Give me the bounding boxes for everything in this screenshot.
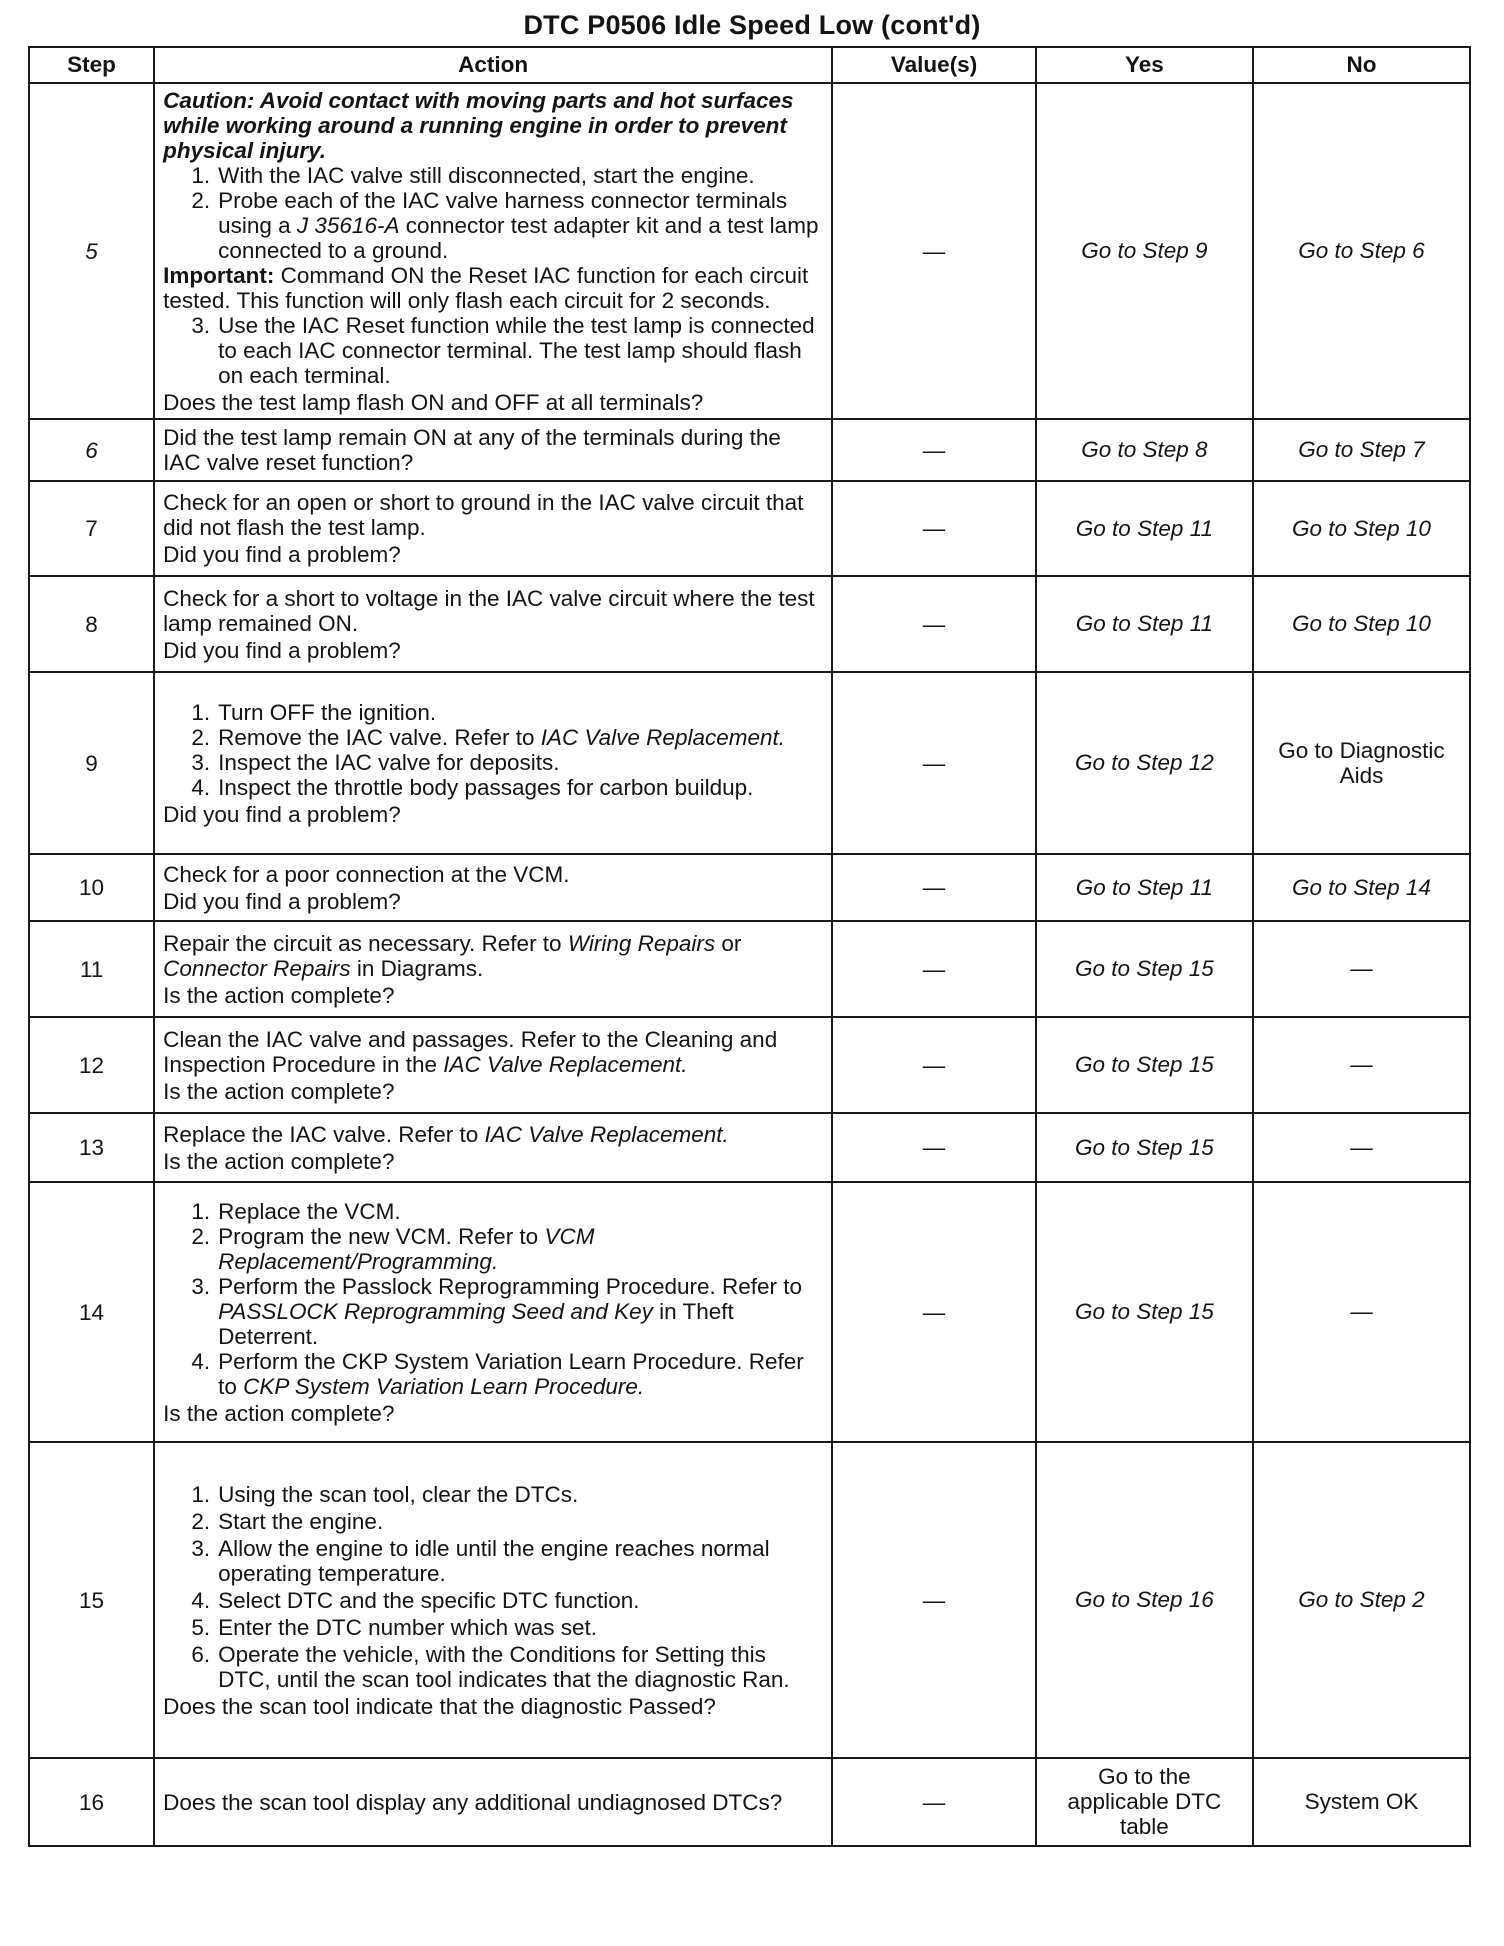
header-action: Action — [154, 47, 832, 83]
value-cell: — — [832, 83, 1036, 419]
no-cell: Go to Step 14 — [1253, 854, 1470, 921]
action-cell: Did the test lamp remain ON at any of the terminals during the IAC valve reset function? — [154, 419, 832, 481]
action-cell — [154, 672, 832, 854]
list-item: 4. Inspect the throttle body passages for carbon buildup. — [191, 774, 754, 800]
table-row — [29, 83, 1470, 419]
list-item: 4. Perform the CKP System Variation Learn Procedure. Refer to CKP System Variation Learn Procedure. — [191, 1348, 804, 1399]
procedure-list — [163, 1482, 823, 1692]
important-note: Important: Command ON the Reset IAC function for each circuit tested. This function will only flash each circuit for 2 seconds. — [163, 262, 809, 313]
list-item: 2. Remove the IAC valve. Refer to IAC Valve Replacement. — [191, 724, 785, 750]
yes-cell: Go to Step 16 — [1036, 1442, 1253, 1758]
no-cell: Go to Step 2 — [1253, 1442, 1470, 1758]
value-cell: — — [832, 672, 1036, 854]
no-cell: Go to Step 7 — [1253, 419, 1470, 481]
step-number: 7 — [29, 481, 154, 576]
action-cell: Check for a short to voltage in the IAC valve circuit where the test lamp remained ON. Did you find a problem? — [154, 576, 832, 672]
table-row — [29, 921, 1470, 1017]
yes-cell: Go to Step 12 — [1036, 672, 1253, 854]
list-item: 3. Allow the engine to idle until the engine reaches normal operating temperature. — [191, 1535, 770, 1586]
list-item: 4. Select DTC and the specific DTC function. — [191, 1587, 640, 1613]
list-item: 1. Using the scan tool, clear the DTCs. — [191, 1481, 579, 1507]
list-item: 3. Use the IAC Reset function while the test lamp is connected to each IAC connector terminal. The test lamp should flash on each terminal. — [191, 312, 815, 388]
list-item: 1. With the IAC valve still disconnected, start the engine. — [191, 162, 755, 188]
table-row — [29, 1017, 1470, 1113]
step-number: 6 — [29, 419, 154, 481]
diagnostic-table — [28, 46, 1471, 1847]
value-cell: — — [832, 481, 1036, 576]
header-step: Step — [29, 47, 154, 83]
header-no: No — [1253, 47, 1470, 83]
value-cell: — — [832, 921, 1036, 1017]
action-cell: Replace the IAC valve. Refer to IAC Valve Replacement. Is the action complete? — [154, 1113, 832, 1182]
step-number: 15 — [29, 1442, 154, 1758]
action-cell: Repair the circuit as necessary. Refer to Wiring Repairs or Connector Repairs in Diagrams. Is the action complete? — [154, 921, 832, 1017]
step-number: 5 — [29, 83, 154, 419]
yes-cell: Go to Step 15 — [1036, 1017, 1253, 1113]
question-text: Is the action complete? — [163, 1078, 395, 1104]
list-item: 2. Start the engine. — [191, 1508, 384, 1534]
step-number: 9 — [29, 672, 154, 854]
question-text: Did you find a problem? — [163, 888, 401, 914]
step-number: 13 — [29, 1113, 154, 1182]
yes-cell: Go to Step 15 — [1036, 921, 1253, 1017]
action-cell — [154, 83, 832, 419]
list-item: 3. Inspect the IAC valve for deposits. — [191, 749, 560, 775]
action-cell: Check for an open or short to ground in the IAC valve circuit that did not flash the test lamp. Did you find a problem? — [154, 481, 832, 576]
table-row — [29, 854, 1470, 921]
value-cell: — — [832, 419, 1036, 481]
question-text: Is the action complete? — [163, 982, 395, 1008]
value-cell: — — [832, 1113, 1036, 1182]
question-text: Is the action complete? — [163, 1148, 395, 1174]
table-header-row — [29, 47, 1470, 83]
step-number: 10 — [29, 854, 154, 921]
action-cell — [154, 1182, 832, 1442]
action-cell: Check for a poor connection at the VCM. Did you find a problem? — [154, 854, 832, 921]
list-item: 1. Replace the VCM. — [191, 1198, 401, 1224]
yes-cell: Go to Step 11 — [1036, 481, 1253, 576]
yes-cell: Go to Step 15 — [1036, 1113, 1253, 1182]
step-number: 16 — [29, 1758, 154, 1846]
table-row — [29, 419, 1470, 481]
step-number: 8 — [29, 576, 154, 672]
table-row — [29, 1113, 1470, 1182]
table-row — [29, 481, 1470, 576]
no-cell: Go to Step 10 — [1253, 576, 1470, 672]
yes-cell: Go to Step 8 — [1036, 419, 1253, 481]
value-cell: — — [832, 1017, 1036, 1113]
value-cell: — — [832, 1442, 1036, 1758]
value-cell: — — [832, 1182, 1036, 1442]
procedure-list — [163, 163, 823, 263]
no-cell: Go to Step 10 — [1253, 481, 1470, 576]
value-cell: — — [832, 1758, 1036, 1846]
question-text: Did you find a problem? — [163, 637, 401, 663]
header-yes: Yes — [1036, 47, 1253, 83]
no-cell: System OK — [1253, 1758, 1470, 1846]
action-cell: Does the scan tool display any additional undiagnosed DTCs? — [154, 1758, 832, 1846]
table-row — [29, 1182, 1470, 1442]
procedure-list — [163, 700, 823, 800]
table-row — [29, 1758, 1470, 1846]
list-item: 1. Turn OFF the ignition. — [191, 699, 437, 725]
yes-cell: Go to Step 11 — [1036, 854, 1253, 921]
list-item: 3. Perform the Passlock Reprogramming Procedure. Refer to PASSLOCK Reprogramming Seed and Key in Theft Deterrent. — [191, 1273, 803, 1349]
table-row — [29, 672, 1470, 854]
question-text: Is the action complete? — [163, 1400, 395, 1426]
no-cell: — — [1253, 1113, 1470, 1182]
no-cell: Go to Step 6 — [1253, 83, 1470, 419]
question-text: Does the scan tool indicate that the diagnostic Passed? — [163, 1693, 716, 1719]
question-text: Does the test lamp flash ON and OFF at all terminals? — [163, 389, 704, 415]
yes-cell: Go to Step 15 — [1036, 1182, 1253, 1442]
step-number: 14 — [29, 1182, 154, 1442]
value-cell: — — [832, 854, 1036, 921]
table-row — [29, 1442, 1470, 1758]
caution-text: Caution: Avoid contact with moving parts and hot surfaces while working around a running engine in order to prevent physical injury. — [163, 87, 794, 163]
table-row — [29, 576, 1470, 672]
list-item: 2. Probe each of the IAC valve harness connector terminals using a J 35616-A connector test adapter kit and a test lamp connected to a ground. — [191, 187, 819, 263]
list-item: 5. Enter the DTC number which was set. — [191, 1614, 597, 1640]
action-cell: Clean the IAC valve and passages. Refer to the Cleaning and Inspection Procedure in the IAC Valve Replacement. Is the action complete? — [154, 1017, 832, 1113]
question-text: Did you find a problem? — [163, 801, 401, 827]
value-cell: — — [832, 576, 1036, 672]
procedure-list — [163, 1199, 823, 1399]
header-values: Value(s) — [832, 47, 1036, 83]
yes-cell: Go to Step 11 — [1036, 576, 1253, 672]
no-cell: — — [1253, 1017, 1470, 1113]
no-cell: — — [1253, 921, 1470, 1017]
procedure-list — [163, 313, 823, 388]
yes-cell: Go to the applicable DTC table — [1036, 1758, 1253, 1846]
no-cell: — — [1253, 1182, 1470, 1442]
step-number: 12 — [29, 1017, 154, 1113]
question-text: Did you find a problem? — [163, 542, 401, 567]
no-cell: Go to Diagnostic Aids — [1253, 672, 1470, 854]
list-item: 2. Program the new VCM. Refer to VCM Replacement/Programming. — [191, 1223, 595, 1274]
list-item: 6. Operate the vehicle, with the Conditions for Setting this DTC, until the scan tool indicates that the diagnostic Ran. — [191, 1641, 790, 1692]
page-title: DTC P0506 Idle Speed Low (cont'd) — [523, 10, 981, 40]
yes-cell: Go to Step 9 — [1036, 83, 1253, 419]
action-cell — [154, 1442, 832, 1758]
step-number: 11 — [29, 921, 154, 1017]
